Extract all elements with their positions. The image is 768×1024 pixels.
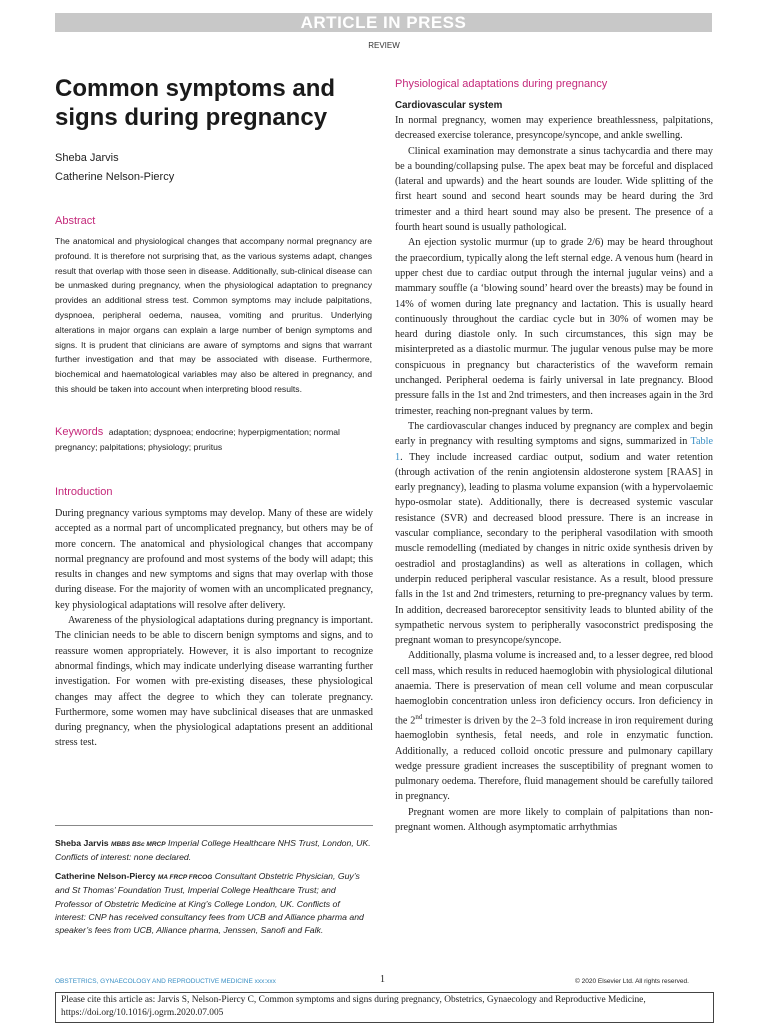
table-1-link[interactable]: Table 1 bbox=[395, 436, 713, 463]
affiliation-degrees: MA FRCP FRCOG bbox=[157, 874, 213, 881]
paragraph: Clinical examination may demonstrate a sinus tachycardia and there may be a bounding/collapsing pulse. The apex beat may be forceful and displaced (lateral and upwards) and the heart sounds are louder. Wide splitting of the first heart sound and second heart sounds may be heard during the 3rd trimester and a third heart sound may also be present. The presence of a fourth heart sound is usually pathological. bbox=[395, 145, 713, 234]
article-in-press-banner: ARTICLE IN PRESS bbox=[55, 13, 712, 32]
affiliation-text: Consultant Obstetric Physician, Guy’s and St Thomas’ Foundation Trust, Imperial College Healthcare Trust; and Professor of Obstetric Medicine at King’s College London, UK. Conflicts of interest: CNP has received consultancy fees from UCB and Alliance pharma and speaker’s fees from UCB, Alliance pharma, Jenssen, Sanofi and Falk. bbox=[55, 871, 364, 936]
author-name: Catherine Nelson-Piercy bbox=[55, 171, 175, 183]
paragraph-text: The cardiovascular changes induced by pregnancy are complex and begin early in pregnancy with resulting symptoms and signs, summarized in bbox=[395, 420, 713, 448]
paragraph: In normal pregnancy, women may experience breathlessness, palpitations, decreased exercise tolerance, presyncope/syncope, and ankle swelling. bbox=[395, 115, 713, 142]
superscript: nd bbox=[415, 712, 423, 721]
affiliation-degrees: MBBS BSc MRCP bbox=[111, 841, 166, 848]
keywords-text: adaptation; dyspnoea; endocrine; hyperpigmentation; normal pregnancy; palpitations; physiology; pruritus bbox=[55, 427, 340, 452]
author-name: Sheba Jarvis bbox=[55, 152, 119, 164]
journal-footer: OBSTETRICS, GYNAECOLOGY AND REPRODUCTIVE MEDICINE xxx:xxx bbox=[55, 978, 276, 985]
introduction-body bbox=[55, 506, 373, 751]
citation-box: Please cite this article as: Jarvis S, Nelson-Piercy C, Common symptoms and signs during pregnancy, Obstetrics, Gynaecology and Reproductive Medicine, https://doi.org/10.1016/j.ogrm.2020.07.005 bbox=[55, 992, 714, 1023]
introduction-heading: Introduction bbox=[55, 486, 113, 498]
paragraph: Awareness of the physiological adaptations during pregnancy is important. The clinician needs to be able to discern benign symptoms and signs, and to reassure women appropriately. However, it is also important to recognize abnormal findings, which may indicate underlying disease warranting further investigation. For women with pre-existing diseases, these physiological changes may affect the degree to which they can tolerate pregnancy. Furthermore, some women may have subclinical diseases that are unmasked during pregnancy, when the physiological adaptations present an additional stress test. bbox=[55, 615, 373, 749]
affiliation-name: Catherine Nelson-Piercy bbox=[55, 871, 156, 881]
paragraph-text: Additionally, plasma volume is increased and, to a lesser degree, red blood cell mass, which results in reduced haemoglobin with physiological dilutional anaemia. There is preservation of mean cell volume and mean corpuscular haemoglobin concentration unless iron deficiency occurs. Iron deficiency in the 2 bbox=[395, 650, 713, 726]
paragraph-text: . They include increased cardiac output, sodium and water retention (through activation of the renin angiotensin aldosterone system [RAAS] in early pregnancy), leading to plasma volume expansion (with a hypervolaemic hypo-osmolar state). Additionally, there is decreased systemic vascular resistance (SVR) and decreased blood pressure. There is an increase in vascular compliance, secondary to the peripheral vasodilation with smooth muscle remodelling (mediated by changes in nitric oxide synthesis driven by oestradiol and prostaglandins) as well as alterations in collagen, which underpin reduced peripheral vascular resistance. As a result, blood pressure falls in the 1st and 2nd trimesters, returning to pre-pregnancy values by term. In addition, decreased baroreceptor sensitivity leads to blunted ability of the sympathetic nervous system to peripherally vasoconstrict predisposing the pregnant woman to presyncope/syncope. bbox=[395, 451, 713, 647]
article-title: Common symptoms and signs during pregnancy bbox=[55, 75, 336, 131]
keywords bbox=[55, 425, 372, 455]
cardiovascular-subheading: Cardiovascular system bbox=[395, 100, 503, 111]
section-label: REVIEW bbox=[368, 41, 400, 50]
paragraph bbox=[395, 419, 713, 648]
affiliation-text: Imperial College Healthcare NHS Trust, London, UK. Conflicts of interest: none declared. bbox=[55, 838, 371, 863]
copyright: © 2020 Elsevier Ltd. All rights reserved. bbox=[575, 978, 689, 985]
keywords-label: Keywords bbox=[55, 426, 104, 438]
abstract-heading: Abstract bbox=[55, 215, 96, 227]
page-number: 1 bbox=[380, 974, 385, 985]
affiliation bbox=[55, 870, 373, 937]
paragraph: An ejection systolic murmur (up to grade 2/6) may be heard throughout the praecordium, typically along the left sternal edge. A venous hum (heard in upper chest due to cardiac output through the internal jugular veins) and a mammary souffle (a ‘blowing sound’ heard over the breasts) may be found in 14% of women during late pregnancy and lactation. This is usually heard continuously throughout the cardiac cycle but in 30% of women may be heard during diastole only. In such circumstances, this sign may be misinterpreted as a diastolic murmur. The jugular venous pulse may be more conspicuous in pregnancy but characteristics of the waveform remain unchanged. Peripheral oedema is fairly universal in late pregnancy. Blood pressure falls in the 1st and 2nd trimesters, and then increases again in the 3rd trimester, reaching non-pregnant values by term. bbox=[395, 237, 713, 417]
affiliation-divider bbox=[55, 825, 373, 826]
physiology-heading: Physiological adaptations during pregnancy bbox=[395, 78, 608, 90]
affiliation-name: Sheba Jarvis bbox=[55, 838, 109, 848]
paragraph: Pregnant women are more likely to complain of palpitations than non-pregnant women. Although asymptomatic arrhythmias bbox=[395, 806, 713, 834]
paragraph bbox=[395, 648, 713, 804]
physiology-body bbox=[395, 113, 713, 835]
paragraph-text: trimester is driven by the 2–3 fold increase in iron requirement during haemoglobin synthesis, fetal needs, and role in enzymatic function. Additionally, a reduced colloid oncotic pressure and pulmonary capillary wedge pressure gradient increases the susceptibility of pregnant women to pulmonary oedema. Therefore, fluid management should be carefully tailored in pregnancy. bbox=[395, 714, 713, 803]
abstract-text: The anatomical and physiological changes that accompany normal pregnancy are profound. It is therefore not surprising that, as the various systems adapt, changes result that overlap with those seen in disease. Additionally, sub-clinical disease can be unmasked during pregnancy, when the physiological adaptation to pregnancy provides an additional stress test. Common symptoms may include palpitations, dyspnoea, peripheral oedema, nausea, vomiting and pruritus. Underlying alterations in major organs can explain a large number of benign symptoms and signs. It is prudent that clinicians are aware of symptoms and signs that warrant further investigation and that may be associated with disease. Furthermore, biochemical and haematological variables may also be altered in pregnancy, and this should be taken into account when interpreting blood results. bbox=[55, 236, 372, 394]
affiliation bbox=[55, 837, 373, 865]
paragraph: During pregnancy various symptoms may develop. Many of these are widely accepted as a normal part of uncomplicated pregnancy, but others may be of more concern. The anatomical and physiological changes that accompany normal pregnancy are profound and most systems of the body will adapt; this results in changes and new symptoms and signs that may overlap with those during disease. For the majority of women with an uncomplicated pregnancy, key physiological adaptations will resolve after delivery. bbox=[55, 508, 373, 611]
